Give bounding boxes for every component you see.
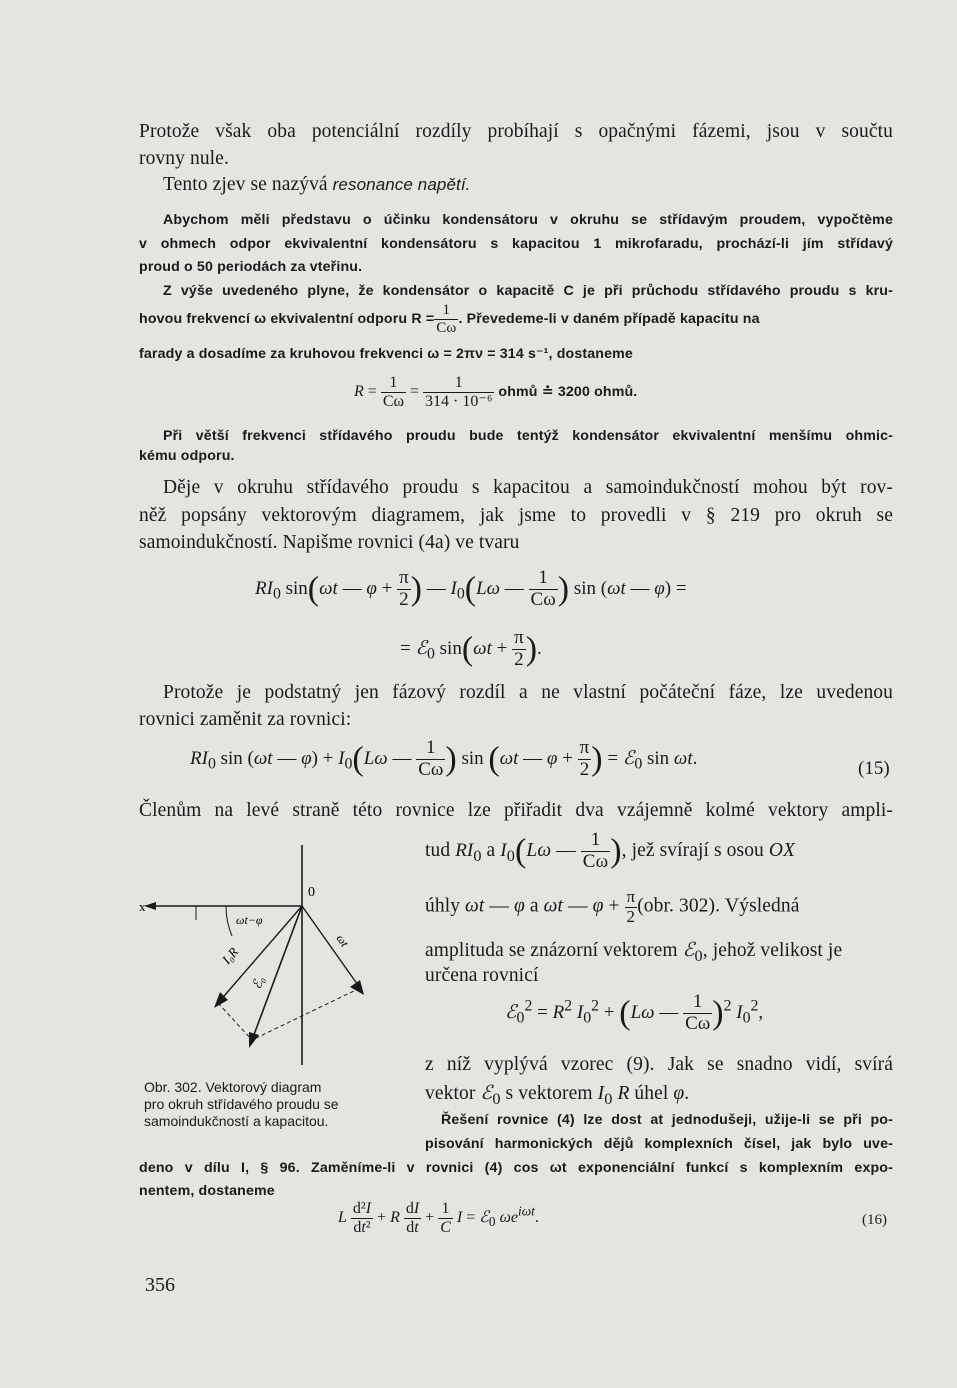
svg-text:ωt: ωt: [333, 931, 352, 950]
text-line: něž popsány vektorovým diagramem, jak jsme to provedli v § 219 pro okruh se: [139, 505, 893, 526]
text-line: Řešení rovnice (4) lze dost at jednodušeji, užije-li se při po-: [441, 1112, 893, 1128]
x-axis-arrow: [144, 902, 156, 910]
text-line: Z výše uvedeného plyne, že kondensátor o kapacitě C je při průchodu střídavého proudu s kru-: [163, 283, 893, 299]
text-line: nentem, dostaneme: [139, 1183, 275, 1199]
text-line: kému odporu.: [139, 448, 235, 464]
text-line: určena rovnicí: [425, 965, 539, 986]
equation-e0-squared: ℰ$_0^2$ = $R^2$ $I_0^2 + (L\omega$ — $\frac{1}{C\omega}$ )$^2$ $I_0^2$,: [505, 991, 764, 1034]
text-line: rovny nule.: [139, 148, 229, 169]
text-line: proud o 50 periodách za vteřinu.: [139, 259, 363, 275]
equation-number: (15): [858, 758, 890, 779]
text-line: z níž vyplývá vzorec (9). Jak se snadno vidí, svírá: [425, 1054, 893, 1075]
text-line: samoindukčností. Napišme rovnici (4a) ve tvaru: [139, 532, 520, 553]
origin-label: 0: [308, 885, 315, 900]
svg-text:I₀R: I₀R: [218, 944, 242, 967]
text-line: pisování harmonických dějů komplexních čísel, jak bylo uve-: [425, 1136, 893, 1152]
equation-16: L $\frac{\text{d²I}}{\text{dt²}}$ + R $\frac{dI}{dt}$ + $\frac{1}{C}$ I = ℰ$_0$ $\omega e^{i\omega t}$.: [338, 1200, 539, 1236]
text-line: Abychom měli představu o účinku kondensátoru v okruhu se střídavým proudem, vypočtème: [163, 212, 893, 228]
svg-text:ωt−φ: ωt−φ: [236, 913, 263, 927]
x-axis-label: x: [139, 899, 146, 914]
text-line: rovnici zaměnit za rovnici:: [139, 709, 352, 730]
text-line: Při větší frekvenci střídavého proudu bude tentýž kondensátor ekvivalentní menšímu ohmic-: [163, 428, 893, 444]
text-line: v ohmech odpor ekvivalentní kondensátoru s kapacitou 1 mikrofaradu, prochází-li jím střídavý: [139, 236, 893, 252]
text-line: Členům na levé straně této rovnice lze přiřadit dva vzájemně kolmé vektory ampli-: [139, 800, 893, 821]
equation-15: $RI_0$ sin (ωt — $\varphi) + I_0(L\omega$ — $\frac{1}{C\omega}$ ) sin (ωt — φ + $\frac{\pi}{2}$ ) = ℰ$_0$ sin ωt.: [190, 737, 698, 780]
text-line: farady a dosadíme za kruhovou frekvenci ω = 2πν = 314 s⁻¹, dostaneme: [139, 346, 633, 362]
angle-arc: [226, 906, 232, 936]
text-line: Protože je podstatný jen fázový rozdíl a ne vlastní počáteční fáze, lze uvedenou: [163, 682, 893, 703]
svg-text:ℰ₀: ℰ₀: [248, 974, 268, 992]
text-line: vektor ℰ$_0$ s vektorem $I_0$ R úhel φ.: [425, 1083, 690, 1108]
text-line: Protože však oba potenciální rozdíly probíhají s opačnými fázemi, jsou v součtu: [139, 121, 893, 142]
figure-caption: Obr. 302. Vektorový diagram pro okruh střídavého proudu se samoindukčností a kapacitou.: [144, 1079, 339, 1129]
text-line: úhly ωt — φ a ωt — φ + $\frac{\pi}{2}$ (obr. 302). Výsledná: [425, 887, 800, 926]
text-line: Děje v okruhu střídavého proudu s kapacitou a samoindukčností mohou být rov-: [163, 477, 893, 498]
text-line: deno v dílu I, § 96. Zaměníme-li v rovnici (4) cos ωt exponenciální funkcí s komplexním expo-: [139, 1160, 893, 1176]
vector-reactance: [302, 906, 360, 988]
vector-diagram: [136, 840, 396, 1080]
text-line: tud $RI_0$ a $I_0(L\omega$ — $\frac{1}{C\omega}$ ), jež svírají s osou OX: [425, 829, 796, 872]
equation-4a-line1: $RI_0$ sin(ωt — φ + $\frac{\pi}{2}$ ) — $I_0(L\omega$ — $\frac{1}{C\omega}$ ) sin (ωt — φ) =: [255, 567, 687, 610]
text-line: hovou frekvencí ω ekvivalentní odporu R = $\frac{1}{C\omega}$ . Převedeme-li v daném případě kapacitu na: [139, 302, 760, 336]
equation-4a-line2: = ℰ$_0$ sin(ωt + $\frac{\pi}{2}$ ).: [400, 627, 542, 670]
fraction: $\frac{1}{C\omega}$: [436, 302, 457, 336]
equation-number: (16): [862, 1212, 887, 1228]
equation-r: R = $\frac{1}{C\omega}$ = $\frac{1}{\text{314 · 10⁻⁶}}$ ohmů ≐ 3200 ohmů.: [354, 374, 638, 410]
text-line: Tento zjev se nazývá resonance napětí.: [163, 174, 471, 195]
page-number: 356: [145, 1274, 175, 1296]
text-line: amplituda se znázorní vektorem ℰ$_0$, jehož velikost je: [425, 940, 843, 965]
